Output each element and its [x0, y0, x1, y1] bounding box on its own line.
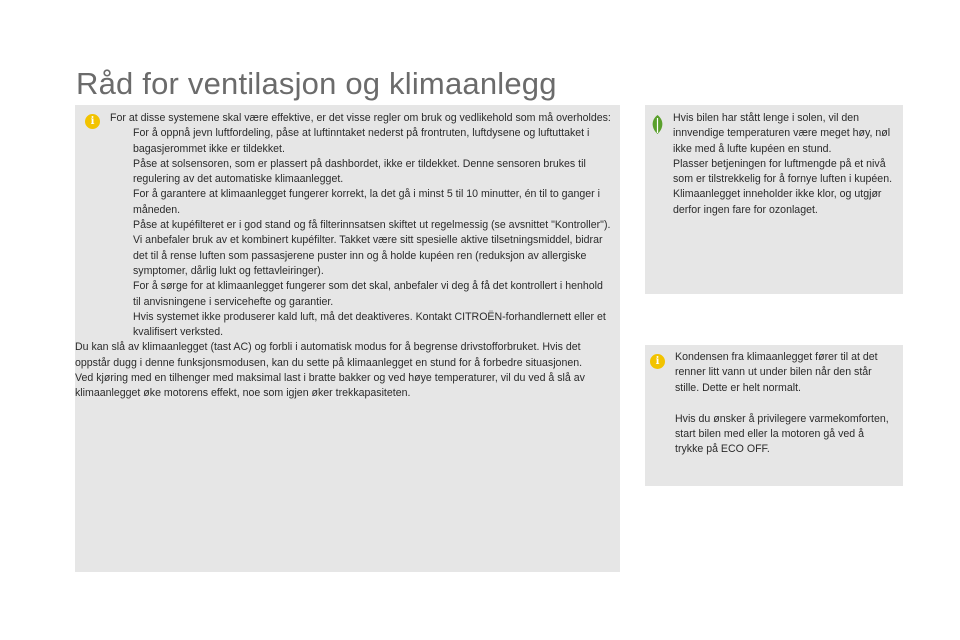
filter-note: Vi anbefaler bruk av et kombinert kupéfilter. Takket være sitt spesielle aktive tilsetningsmiddel, bidrar det til å rense luften som passasjerene puster inn og å holde kupéen ren (reduksjon av allergiske symptomer, dårlig lukt og fettavleiringer).	[133, 234, 603, 277]
intro-text: For at disse systemene skal være effektive, er det visse regler om bruk og vedlikehold som må overholdes:	[110, 112, 611, 124]
ac-off-paragraph: Du kan slå av klimaanlegget (tast AC) og forbli i automatisk modus for å begrense drivstofforbruket. Hvis det oppstår dugg i denne funksjonsmodusen, kan du sette på klimaanlegget en stund for å forbedre situasjonen.	[75, 341, 583, 369]
sun-text-1: Hvis bilen har stått lenge i solen, vil den innvendige temperaturen være meget høy, nøl ikke med å lufte kupéen en stund.	[673, 112, 891, 155]
list-item	[110, 279, 612, 310]
page-title: Råd for ventilasjon og klimaanlegg	[76, 66, 557, 101]
list-item	[110, 187, 612, 218]
list-item	[110, 126, 612, 157]
bullet-text: For å oppnå jevn luftfordeling, påse at luftinntaket nederst på frontruten, luftdysene og luftuttaket i bagasjerommet ikke er tildekket.	[133, 127, 590, 155]
bullet-text: For å garantere at klimaanlegget fungerer korrekt, la det gå i minst 5 til 10 minutter, én til to ganger i måneden.	[133, 188, 600, 216]
info-icon: i	[650, 354, 665, 369]
list-item	[110, 157, 612, 188]
main-info-panel	[75, 105, 620, 572]
bullet-text: Påse at solsensoren, som er plassert på dashbordet, ikke er tildekket. Denne sensoren brukes til regulering av det automatiske klimaanlegget.	[133, 157, 586, 186]
list-item	[110, 310, 612, 341]
eco-off-text: Hvis du ønsker å privilegere varmekomforten, start bilen med eller la motoren gå ved å trykke på ECO OFF.	[675, 412, 889, 456]
condensation-text: Kondensen fra klimaanlegget fører til at det renner litt vann ut under bilen når den står stille. Dette er helt normalt.	[675, 351, 878, 394]
eco-info-panel	[645, 105, 903, 294]
sun-text-2: Plasser betjeningen for luftmengde på et nivå som er tilstrekkelig for å fornye luften i kupéen.	[673, 157, 893, 186]
info-icon: i	[85, 114, 100, 129]
leaf-icon	[649, 114, 666, 135]
sun-text-3: Klimaanlegget inneholder ikke klor, og utgjør derfor ingen fare for ozonlaget.	[673, 188, 882, 216]
trailer-paragraph: Ved kjøring med en tilhenger med maksimal last i bratte bakker og ved høye temperaturer, vil du ved å slå av klimaanlegget øke motorens effekt, noe som igjen øker trekkapasiteten.	[75, 372, 585, 400]
bullet-text: Påse at kupéfilteret er i god stand og få filterinnsatsen skiftet ut regelmessig (se avsnittet "Kontroller").	[133, 219, 611, 232]
bullet-text: For å sørge for at klimaanlegget fungerer som det skal, anbefaler vi deg å få det kontrollert i henhold til anvisningene i servicehefte og garantier.	[133, 280, 603, 308]
condensation-info-panel	[645, 345, 903, 486]
list-item	[110, 218, 612, 279]
bullet-text: Hvis systemet ikke produserer kald luft, må det deaktiveres. Kontakt CITROËN-forhandlernett eller et kvalifisert verksted.	[133, 310, 606, 339]
